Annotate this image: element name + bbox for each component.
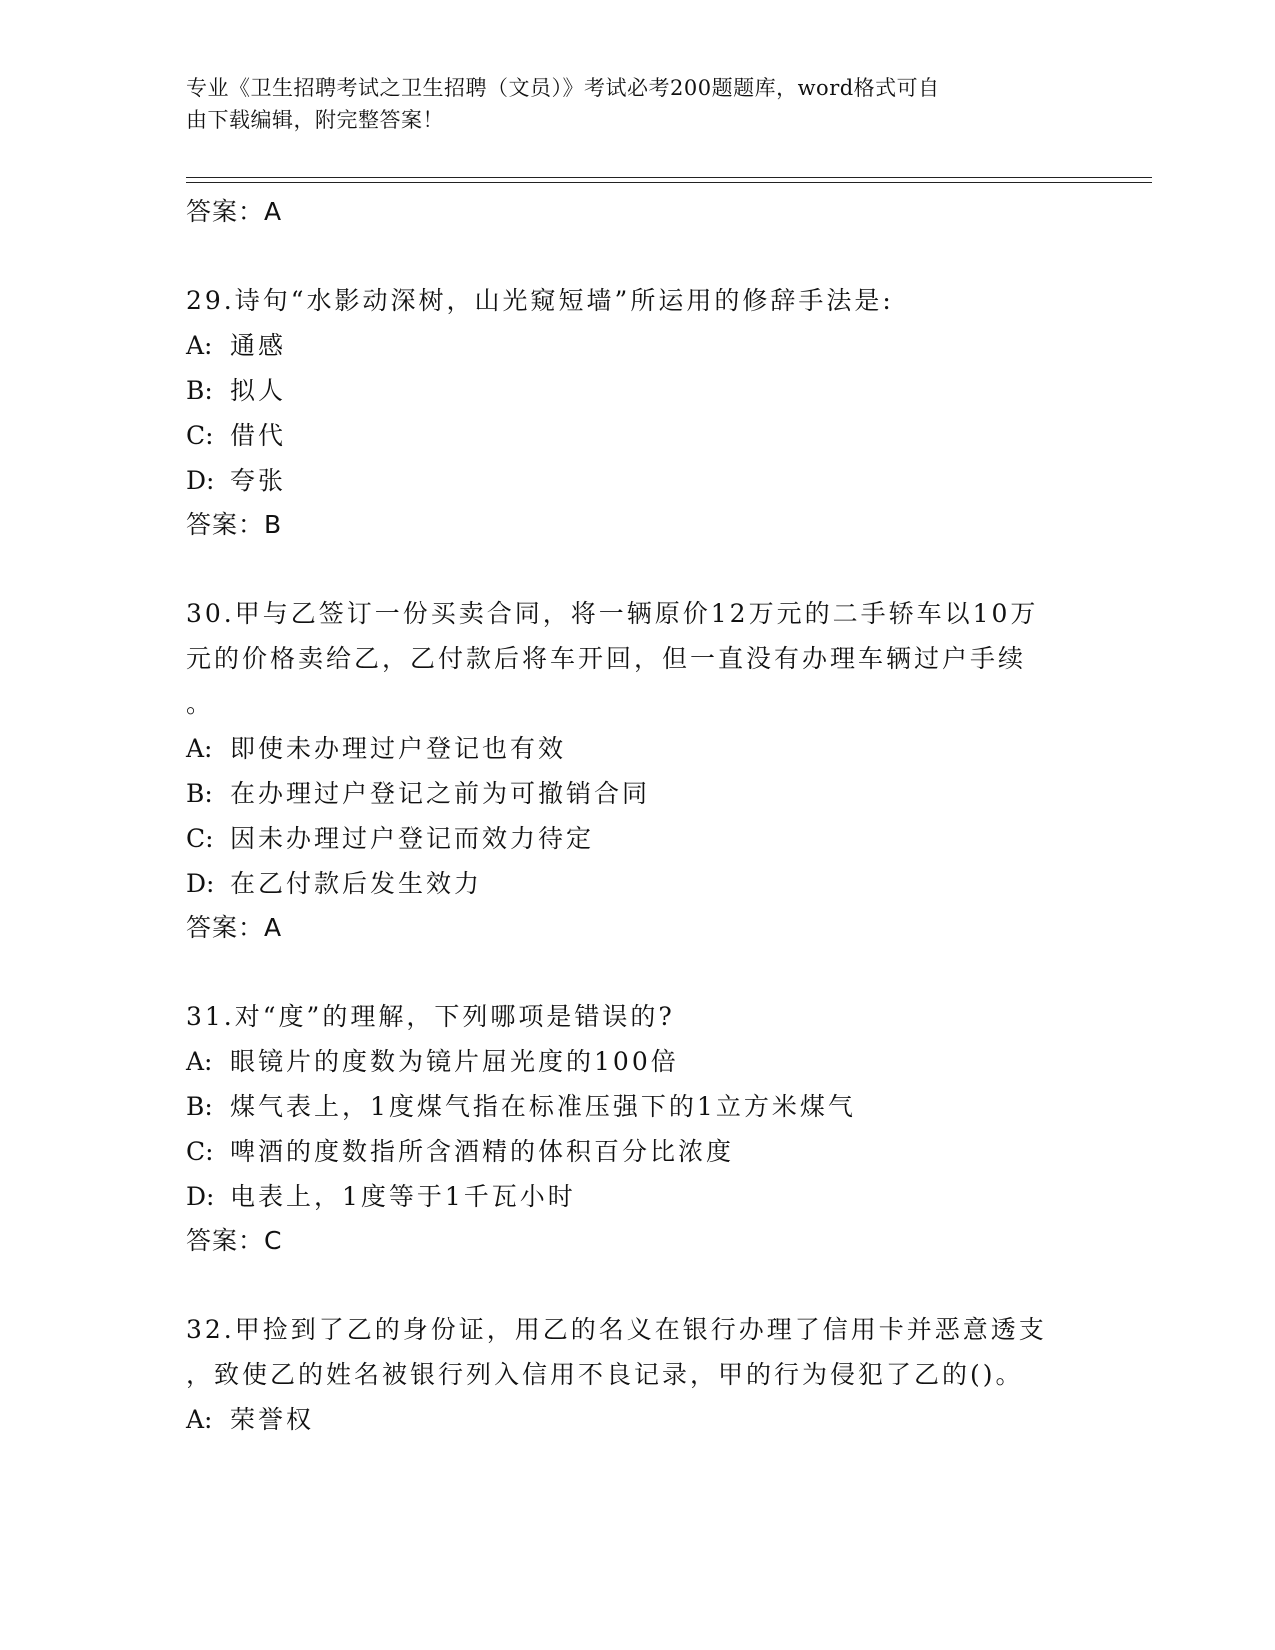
spacer <box>186 547 1086 591</box>
question-30-stem-line-2: 元的价格卖给乙，乙付款后将车开回，但一直没有办理车辆过户手续 <box>186 644 1027 673</box>
document-body <box>186 190 1086 1442</box>
question-30-stem-line-3: 。 <box>186 689 215 718</box>
question-30-option-d <box>186 861 1086 906</box>
question-30-stem-line-1: 30.甲与乙签订一份买卖合同，将一辆原价12万元的二手轿车以10万 <box>186 599 1039 628</box>
spacer <box>186 950 1086 994</box>
question-31-option-c <box>186 1129 1086 1174</box>
option-letter: A: <box>186 1047 213 1076</box>
option-text: 眼镜片的度数为镜片屈光度的100倍 <box>230 1047 679 1076</box>
page-header <box>186 72 1066 136</box>
option-text: 通感 <box>230 331 287 360</box>
question-29-option-a <box>186 323 1086 368</box>
header-divider-bottom <box>186 182 1152 183</box>
option-text: 即使未办理过户登记也有效 <box>230 734 567 763</box>
question-31-option-d <box>186 1174 1086 1219</box>
question-29-option-c <box>186 413 1086 458</box>
option-letter: D: <box>186 1182 215 1211</box>
option-text: 煤气表上，1度煤气指在标准压强下的1立方米煤气 <box>230 1092 856 1121</box>
question-30-option-b <box>186 771 1086 816</box>
option-text: 电表上，1度等于1千瓦小时 <box>230 1182 576 1211</box>
question-29-option-b <box>186 368 1086 413</box>
option-letter: B: <box>186 1092 213 1121</box>
question-32-stem-line-2: ，致使乙的姓名被银行列入信用不良记录，甲的行为侵犯了乙的()。 <box>186 1360 1024 1389</box>
option-letter: C: <box>186 1137 214 1166</box>
option-text: 在乙付款后发生效力 <box>230 869 483 898</box>
question-31-option-b <box>186 1084 1086 1129</box>
option-text: 荣誉权 <box>230 1405 315 1434</box>
header-divider-top <box>186 177 1152 178</box>
question-29-answer: 答案：B <box>186 510 283 539</box>
question-32 <box>186 1307 1086 1442</box>
option-text: 啤酒的度数指所含酒精的体积百分比浓度 <box>230 1137 735 1166</box>
option-letter: A: <box>186 1405 213 1434</box>
question-30-option-c <box>186 816 1086 861</box>
question-31-stem: 31.对“度”的理解，下列哪项是错误的? <box>186 1002 675 1031</box>
question-29 <box>186 278 1086 547</box>
option-letter: C: <box>186 824 214 853</box>
option-letter: C: <box>186 421 214 450</box>
header-line-2: 由下载编辑，附完整答案！ <box>186 108 444 132</box>
question-29-option-d <box>186 458 1086 503</box>
option-text: 借代 <box>230 421 287 450</box>
option-letter: B: <box>186 779 213 808</box>
question-31-option-a <box>186 1039 1086 1084</box>
question-32-option-a <box>186 1397 1086 1442</box>
option-letter: A: <box>186 734 213 763</box>
question-31 <box>186 994 1086 1263</box>
spacer <box>186 1263 1086 1307</box>
answer-previous: 答案：A <box>186 197 283 226</box>
question-30-answer: 答案：A <box>186 913 283 942</box>
question-31-answer: 答案：C <box>186 1226 283 1255</box>
header-line-1: 专业《卫生招聘考试之卫生招聘（文员）》考试必考200题题库，word格式可自 <box>186 76 940 100</box>
option-text: 因未办理过户登记而效力待定 <box>230 824 595 853</box>
question-29-stem: 29.诗句“水影动深树，山光窥短墙”所运用的修辞手法是: <box>186 286 894 315</box>
spacer <box>186 234 1086 278</box>
option-letter: D: <box>186 869 215 898</box>
question-30 <box>186 591 1086 950</box>
option-letter: A: <box>186 331 213 360</box>
option-text: 夸张 <box>230 466 287 495</box>
option-text: 在办理过户登记之前为可撤销合同 <box>230 779 651 808</box>
option-text: 拟人 <box>230 376 287 405</box>
question-32-stem-line-1: 32.甲捡到了乙的身份证，用乙的名义在银行办理了信用卡并恶意透支 <box>186 1315 1047 1344</box>
question-30-option-a <box>186 726 1086 771</box>
option-letter: B: <box>186 376 213 405</box>
option-letter: D: <box>186 466 215 495</box>
